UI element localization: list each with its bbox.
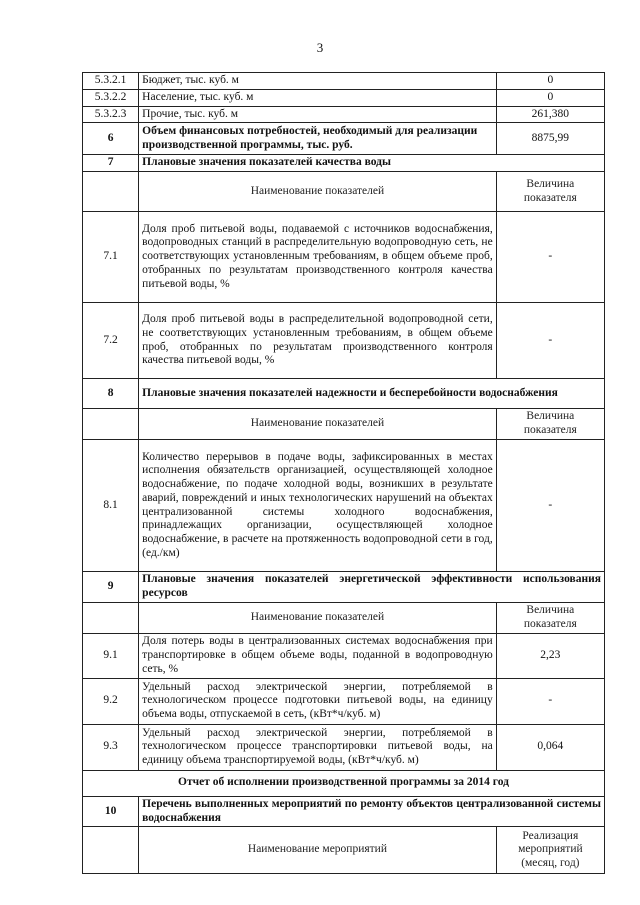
section-number: 8	[83, 379, 139, 409]
table-row	[83, 724, 605, 770]
column-header-name: Наименование показателей	[139, 409, 497, 440]
section-number: 7	[83, 155, 139, 172]
row-value: 2,23	[496, 633, 604, 678]
row-number: 8.1	[83, 440, 139, 572]
section-title: Плановые значения показателей энергетической эффективности использования ресурсов	[139, 572, 605, 603]
section-row	[83, 796, 605, 827]
table-row	[83, 678, 605, 724]
row-name: Доля проб питьевой воды, подаваемой с источников водоснабжения, водопроводных станций в распределительную водопроводную сеть, не соответствующих установленным требованиям, в общем объеме проб, отобранных по результатам производственного контроля качества питьевой воды, %	[139, 212, 497, 303]
page-number: 3	[316, 40, 324, 55]
row-name: Количество перерывов в подаче воды, зафиксированных в местах исполнения обязательств организацией, осуществляющей холодное водоснабжение, по подаче холодной воды, возникших в результате аварий, повреждений и иных технологических нарушений на объектах централизованной системы холодного водоснабжения, принадлежащих организации, осуществляющей холодное водоснабжение, в расчете на протяженность водопроводной сети в год, (ед./км)	[139, 440, 497, 572]
column-header-row	[83, 827, 605, 874]
row-value: -	[496, 440, 604, 572]
section-row	[83, 379, 605, 409]
column-header-row	[83, 602, 605, 633]
row-number: 9.2	[83, 678, 139, 724]
table-row	[83, 633, 605, 678]
column-header-row	[83, 172, 605, 212]
empty-cell	[83, 172, 139, 212]
table-row	[83, 123, 605, 155]
row-name: Прочие, тыс. куб. м	[139, 106, 497, 123]
row-number: 9.3	[83, 724, 139, 770]
section-number: 9	[83, 572, 139, 603]
table-row	[83, 212, 605, 303]
row-value: 8875,99	[496, 123, 604, 155]
row-name: Население, тыс. куб. м	[139, 89, 497, 106]
section-title: Плановые значения показателей качества воды	[139, 155, 605, 172]
row-number: 9.1	[83, 633, 139, 678]
row-name: Удельный расход электрической энергии, потребляемой в технологическом процессе подготовки питьевой воды, на единицу объема воды, отпускаемой в сеть, (кВт*ч/куб. м)	[139, 678, 497, 724]
row-value: 0	[496, 89, 604, 106]
row-number: 7.2	[83, 303, 139, 379]
row-value: 261,380	[496, 106, 604, 123]
column-header-value: Величина показателя	[496, 172, 604, 212]
column-header-name: Наименование показателей	[139, 602, 497, 633]
section-title: Плановые значения показателей надежности и бесперебойности водоснабжения	[139, 379, 605, 409]
row-number: 7.1	[83, 212, 139, 303]
section-row	[83, 155, 605, 172]
row-number: 5.3.2.1	[83, 73, 139, 90]
column-header-value: Реализация мероприятий (месяц, год)	[496, 827, 604, 874]
column-header-name: Наименование показателей	[139, 172, 497, 212]
empty-cell	[83, 602, 139, 633]
row-value: 0	[496, 73, 604, 90]
column-header-value: Величина показателя	[496, 602, 604, 633]
column-header-value: Величина показателя	[496, 409, 604, 440]
table-row	[83, 303, 605, 379]
column-header-name: Наименование мероприятий	[139, 827, 497, 874]
table-row	[83, 73, 605, 90]
row-name: Удельный расход электрической энергии, потребляемой в технологическом процессе транспортировки питьевой воды, на единицу объема транспортируемой воды, (кВт*ч/куб. м)	[139, 724, 497, 770]
row-number: 6	[83, 123, 139, 155]
section-number: 10	[83, 796, 139, 827]
row-name: Бюджет, тыс. куб. м	[139, 73, 497, 90]
row-name: Объем финансовых потребностей, необходимый для реализации производственной программы, тыс. руб.	[139, 123, 497, 155]
row-number: 5.3.2.2	[83, 89, 139, 106]
column-header-row	[83, 409, 605, 440]
program-table	[82, 72, 605, 874]
section-title: Перечень выполненных мероприятий по ремонту объектов централизованной системы водоснабжения	[139, 796, 605, 827]
empty-cell	[83, 409, 139, 440]
row-value: -	[496, 303, 604, 379]
table-row	[83, 106, 605, 123]
row-name: Доля проб питьевой воды в распределительной водопроводной сети, не соответствующих установленным требованиям, в общем объеме проб, отобранных по результатам производственного контроля качества питьевой воды, %	[139, 303, 497, 379]
table-row	[83, 440, 605, 572]
row-name: Доля потерь воды в централизованных системах водоснабжения при транспортировке в общем объеме воды, поданной в водопроводную сеть, %	[139, 633, 497, 678]
row-number: 5.3.2.3	[83, 106, 139, 123]
row-value: -	[496, 678, 604, 724]
row-value: 0,064	[496, 724, 604, 770]
report-title-row	[83, 770, 605, 796]
report-title: Отчет об исполнении производственной программы за 2014 год	[83, 770, 605, 796]
section-row	[83, 572, 605, 603]
empty-cell	[83, 827, 139, 874]
table-row	[83, 89, 605, 106]
row-value: -	[496, 212, 604, 303]
